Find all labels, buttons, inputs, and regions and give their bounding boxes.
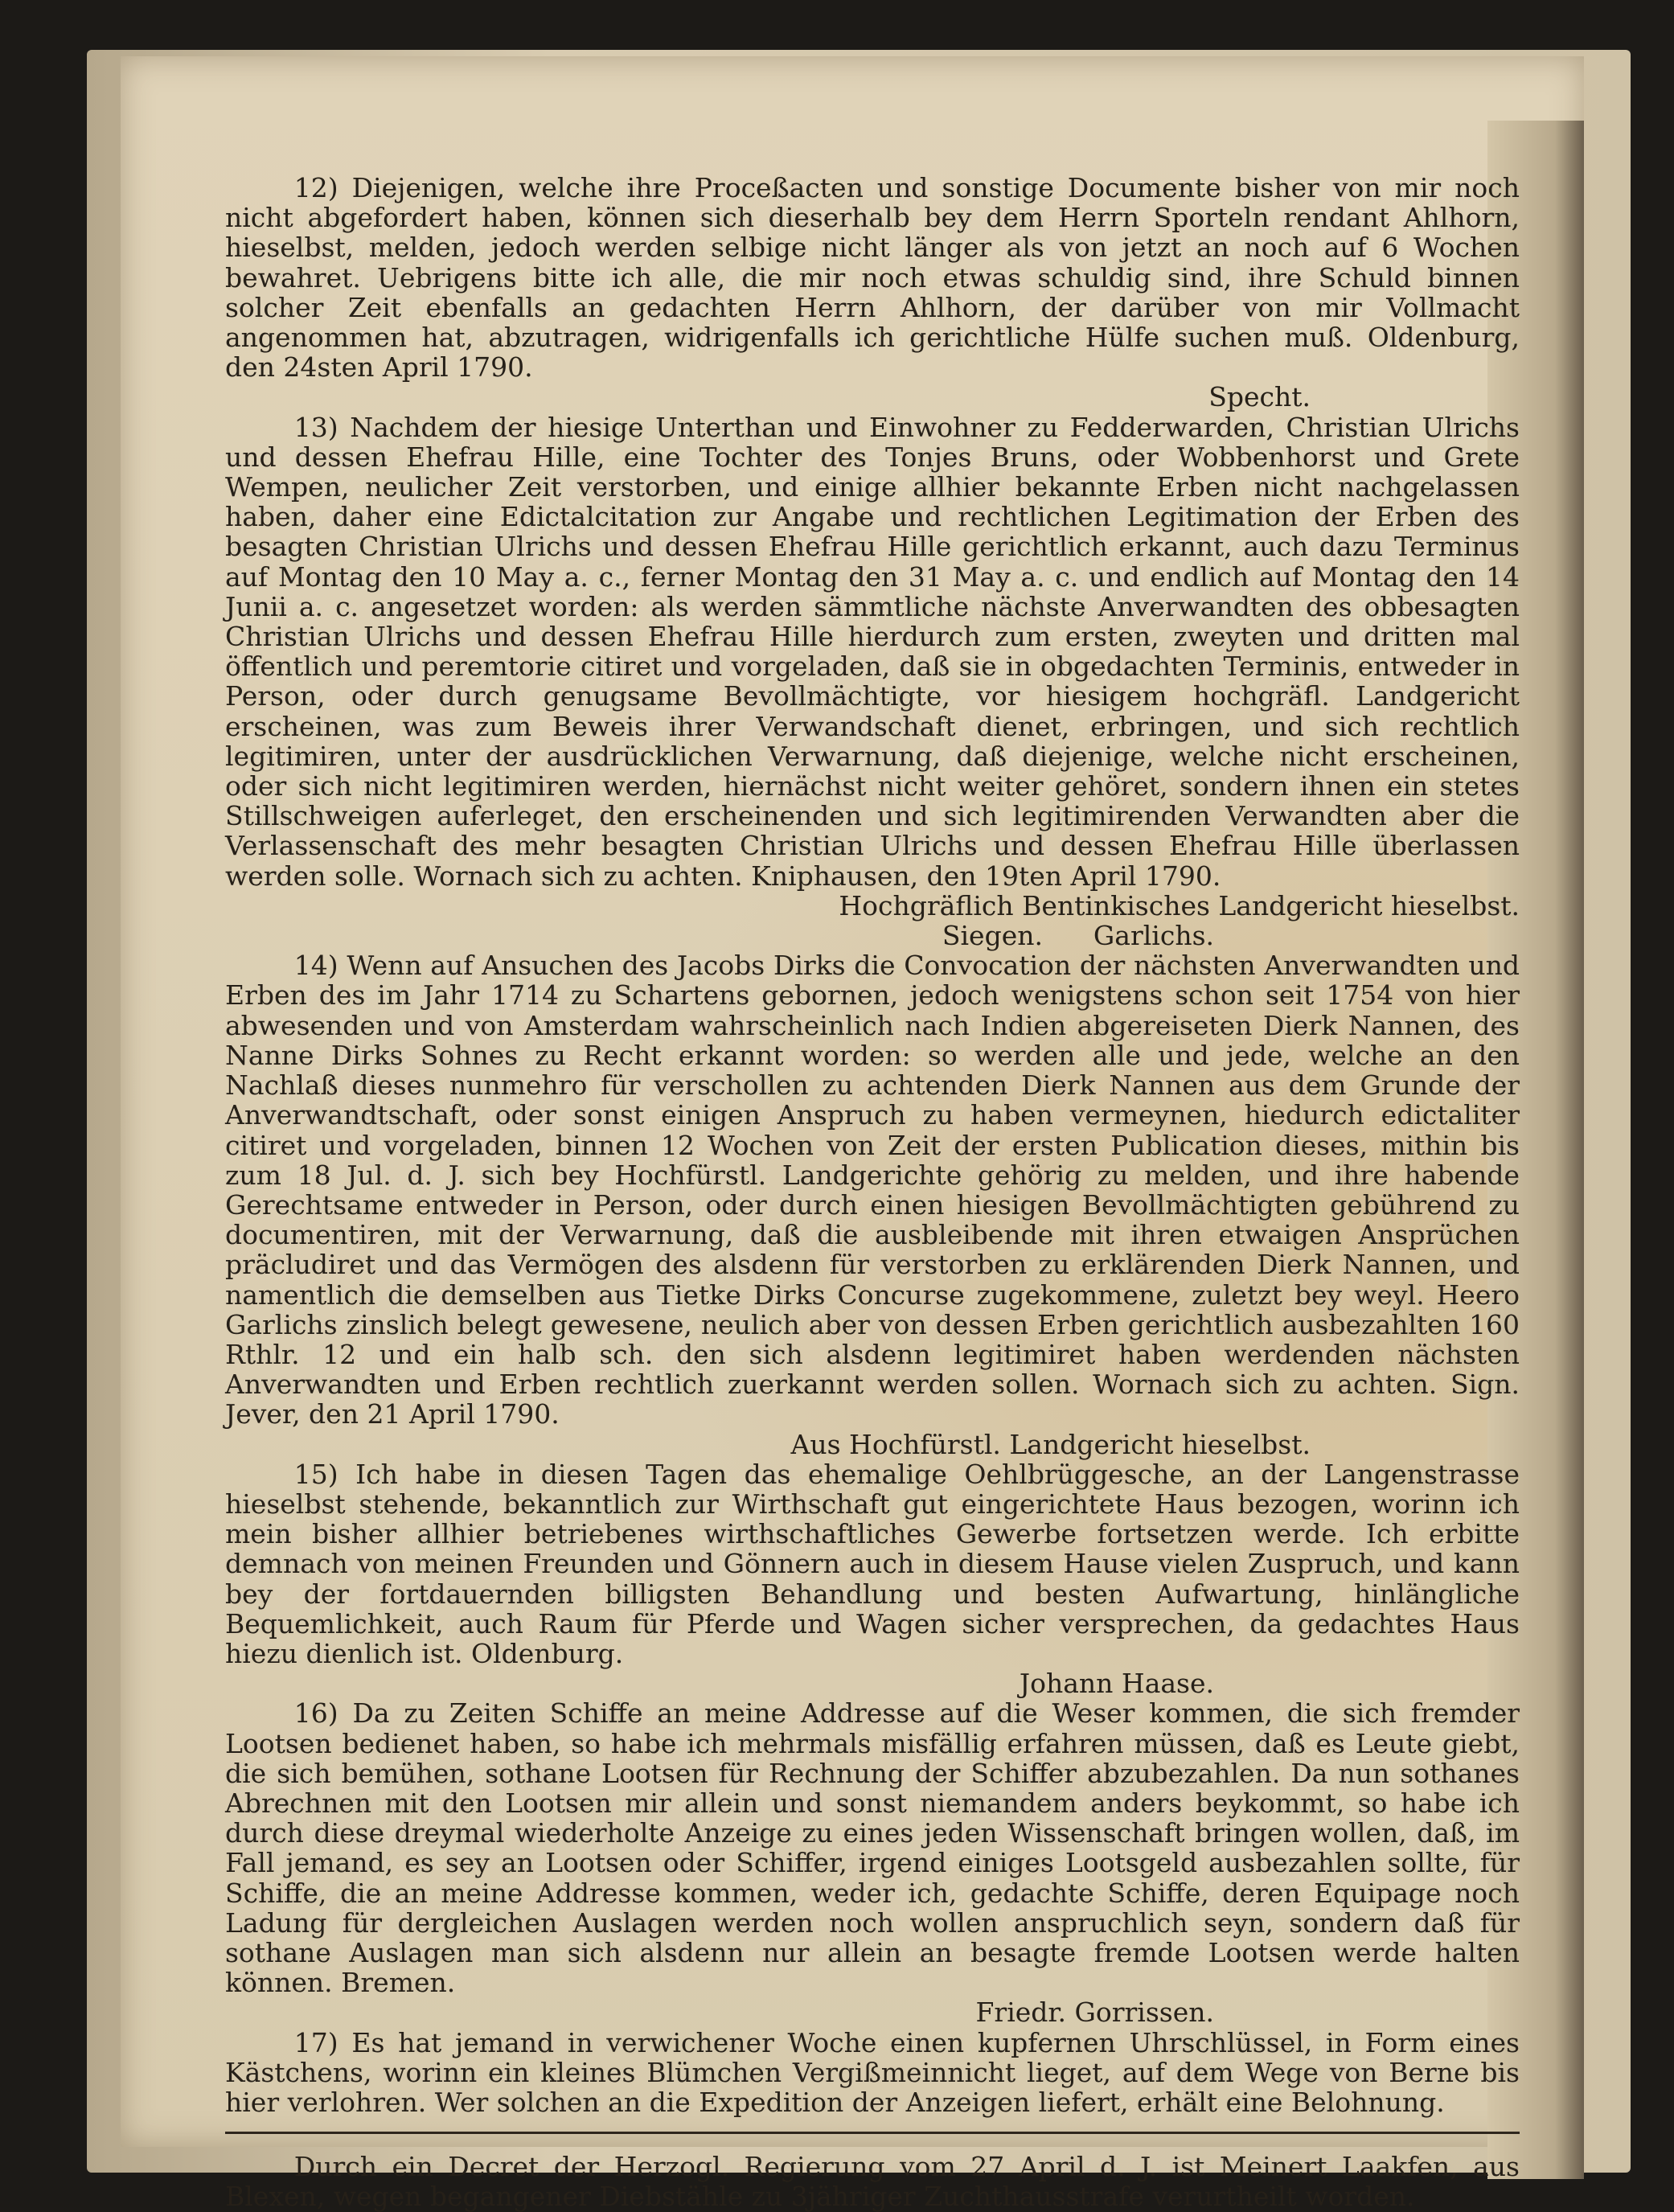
notice-16-body: 16) Da zu Zeiten Schiffe an meine Addresse auf die Weser kommen, die sich fremder Lootsen bedienet haben, so habe ich mehrmals misfällig erfahren müssen, daß es Leute giebt, die sich bemühen, sothane Lootsen für Rechnung der Schiffer abzubezahlen. Da nun sothanes Abrechnen mit den Lootsen mir allein und sonst niemandem anders beykommt, so habe ich durch diese dreymal wiederholte Anzeige zu eines jeden Wissenschaft bringen wollen, daß, im Fall jemand, es sey an Lootsen oder Schiffer, irgend einiges Lootsgeld ausbezahlen sollte, für Schiffe, die an meine Addresse kommen, weder ich, gedachte Schiffe, deren Equipage noch Ladung für dergleichen Auslagen werden noch wollen anspruchlich seyn, sondern daß für sothane Auslagen man sich alsdenn nur allein an besagte fremde Lootsen werde halten können. Bremen. — [225, 1697, 1520, 1999]
notice-16-signature: Friedr. Gorrissen. — [975, 1997, 1214, 2029]
footer-decree: Durch ein Decret der Herzogl. Regierung vom 27 April d. J. ist Meinert Laakfen, aus Blexen, wegen begangener Diebstähle zu 3jähriger Zuchthausstrafe verurtheilt worden. — [225, 2151, 1520, 2212]
notice-12-body: 12) Diejenigen, welche ihre Proceßacten und sonstige Documente bisher von mir noch nicht abgefordert haben, können sich dieserhalb bey dem Herrn Sporteln rendant Ahlhorn, hieselbst, melden, jedoch werden selbige nicht länger als von jetzt an noch auf 6 Wochen bewahret. Uebrigens bitte ich alle, die mir noch etwas schuldig sind, ihre Schuld binnen solcher Zeit ebenfalls an gedachten Herrn Ahlhorn, der darüber von mir Vollmacht angenommen hat, abzutragen, widrigenfalls ich gerichtliche Hülfe suchen muß. Oldenburg, den 24sten April 1790. — [225, 172, 1520, 384]
notice-14-body: 14) Wenn auf Ansuchen des Jacobs Dirks die Convocation der nächsten Anverwandten und Erben des im Jahr 1714 zu Schartens gebornen, jedoch wenigstens schon seit 1754 von hier abwesenden und von Amsterdam wahrscheinlich nach Indien abgereiseten Dierk Nannen, des Nanne Dirks Sohnes zu Recht erkannt worden: so werden alle und jede, welche an den Nachlaß dieses nunmehro für verschollen zu achtenden Dierk Nannen aus dem Grunde der Anverwandtschaft, oder sonst einigen Anspruch zu haben vermeynen, hiedurch edictaliter citiret und vorgeladen, binnen 12 Wochen von Zeit der ersten Publication dieses, mithin bis zum 18 Jul. d. J. sich bey Hochfürstl. Landgerichte gehörig zu melden, und ihre habende Gerechtsame entweder in Person, oder durch einen hiesigen Bevollmächtigten gebührend zu documentiren, mit der Verwarnung, daß die ausbleibende mit ihren etwaigen Ansprüchen präcludiret und das Vermögen des alsdenn für verstorben zu erklärenden Dierk Nannen, und namentlich die demselben aus Tietke Dirks Concurse zugekommene, zuletzt bey weyl. Heero Garlichs zinslich belegt gewesene, neulich aber von dessen Erben gerichtlich ausbezahlten 160 Rthlr. 12 und ein halb sch. den sich alsdenn legitimiret haben werdenden nächsten Anverwandten und Erben rechtlich zuerkannt werden sollen. Wornach sich zu achten. Sign. Jever, den 21 April 1790. — [225, 950, 1520, 1430]
notice-13-body: 13) Nachdem der hiesige Unterthan und Einwohner zu Fedderwarden, Christian Ulrichs und dessen Ehefrau Hille, eine Tochter des Tonjes Bruns, oder Wobbenhorst und Grete Wempen, neulicher Zeit verstorben, und einige allhier bekannte Erben nicht nachgelassen haben, daher eine Edictalcitation zur Angabe und rechtlichen Legitimation der Erben des besagten Christian Ulrichs und dessen Ehefrau Hille gerichtlich erkannt, auch dazu Terminus auf Montag den 10 May a. c., ferner Montag den 31 May a. c. und endlich auf Montag den 14 Junii a. c. angesetzet worden: als werden sämmtliche nächste Anverwandten des obbesagten Christian Ulrichs und dessen Ehefrau Hille hierdurch zum ersten, zweyten und dritten mal öffentlich und peremtorie citiret und vorgeladen, daß sie in obgedachten Terminis, entweder in Person, oder durch genugsame Bevollmächtigte, vor hiesigem hochgräfl. Landgericht erscheinen, was zum Beweis ihrer Verwandschaft dienet, erbringen, und sich rechtlich legitimiren, unter der ausdrücklichen Verwarnung, daß diejenige, welche nicht erscheinen, oder sich nicht legitimiren werden, hiernächst nicht weiter gehöret, sondern ihnen ein stetes Stillschweigen auferleget, den erscheinenden und sich legitimirenden Verwandten aber die Verlassenschaft des mehr besagten Christian Ulrichs und dessen Ehefrau Hille überlassen werden solle. Wornach sich zu achten. Kniphausen, den 19ten April 1790. — [225, 411, 1520, 892]
page-text — [225, 173, 1520, 2212]
notice-15-signature: Johann Haase. — [1019, 1668, 1214, 1700]
notice-13-signature: Siegen. Garlichs. — [942, 920, 1214, 952]
notice-17-body: 17) Es hat jemand in verwichener Woche einen kupfernen Uhrschlüssel, in Form eines Kästchens, worinn ein kleines Blümchen Vergißmeinnicht lieget, auf dem Wege von Berne bis hier verlohren. Wer solchen an die Expedition der Anzeigen liefert, erhält eine Belohnung. — [225, 2026, 1520, 2118]
notice-15-body: 15) Ich habe in diesen Tagen das ehemalige Oehlbrüggesche, an der Langenstrasse hieselbst stehende, bekanntlich zur Wirthschaft gut eingerichtete Haus bezogen, worinn ich mein bisher allhier betriebenes wirthschaftliches Gewerbe fortsetzen werde. Ich erbitte demnach von meinen Freunden und Gönnern auch in diesem Hause vielen Zuspruch, und kann bey der fortdauernden billigsten Behandlung und besten Aufwartung, hinlängliche Bequemlichkeit, auch Raum für Pferde und Wagen sicher versprechen, da gedachtes Haus hiezu dienlich ist. Oldenburg. — [225, 1458, 1520, 1669]
notice-14-issuer: Aus Hochfürstl. Landgericht hieselbst. — [790, 1428, 1311, 1460]
separator-rule — [225, 2132, 1520, 2134]
notice-12-signature: Specht. — [1208, 381, 1311, 413]
notice-13-issuer: Hochgräflich Bentinkisches Landgericht hieselbst. — [839, 889, 1520, 921]
